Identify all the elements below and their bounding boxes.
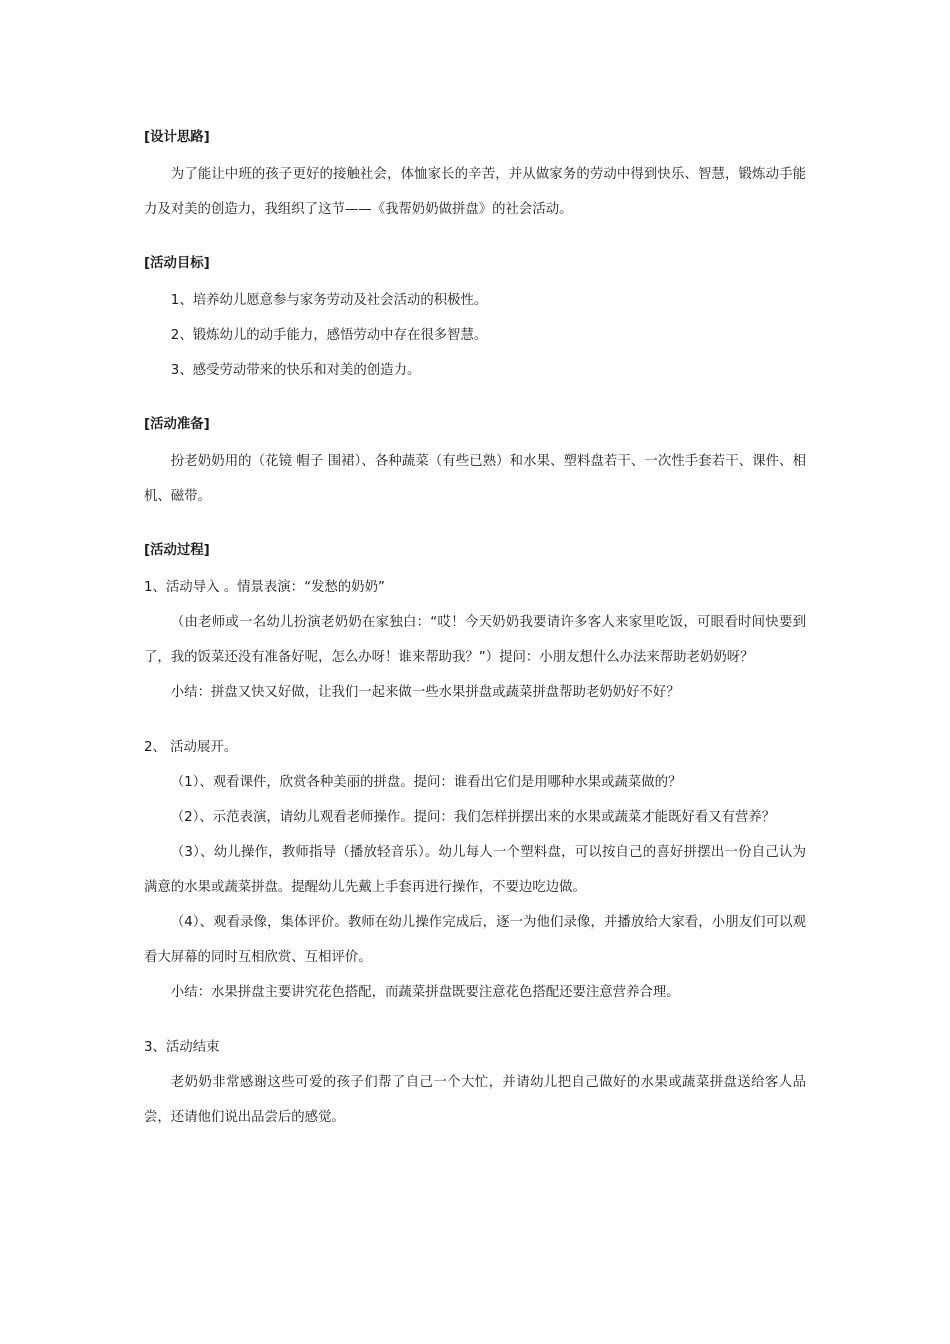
step2-sub-4: （4）、观看录像，集体评价。教师在幼儿操作完成后，逐一为他们录像，并播放给大家看，小朋友们可以观看大屏幕的同时互相欣赏、互相评价。 [144,915,806,965]
step1-summary: 小结：拼盘又快又好做，让我们一起来做一些水果拼盘或蔬菜拼盘帮助老奶奶好不好？ [170,685,680,700]
goals-heading: [活动目标] [144,256,210,271]
step1-paragraph: （由老师或一名幼儿扮演老奶奶在家独白：“哎！今天奶奶我要请许多客人来家里吃饭，可眼看时间快要到了，我的饭菜还没有准备好呢，怎么办呀！谁来帮助我？”）提问：小朋友想什么办法来帮助老奶奶呀？ [144,615,806,665]
design-paragraph: 为了能让中班的孩子更好的接触社会，体恤家长的辛苦，并从做家务的劳动中得到快乐、智慧，锻炼动手能力及对美的创造力，我组织了这节——《我帮奶奶做拼盘》的社会活动。 [144,167,806,217]
step3-title: 3、活动结束 [144,1040,220,1055]
step2-title: 2、 活动展开。 [144,740,238,755]
step2-sub-2: （2）、示范表演，请幼儿观看老师操作。提问：我们怎样拼摆出来的水果或蔬菜才能既好看又有营养？ [170,810,776,825]
goal-item-1: 1、培养幼儿愿意参与家务劳动及社会活动的积极性。 [170,293,488,308]
step2-sub-3: （3）、幼儿操作，教师指导（播放轻音乐）。幼儿每人一个塑料盘，可以按自己的喜好拼摆出一份自己认为满意的水果或蔬菜拼盘。提醒幼儿先戴上手套再进行操作，不要边吃边做。 [144,845,806,895]
goal-item-3: 3、感受劳动带来的快乐和对美的创造力。 [170,363,421,378]
prep-heading: [活动准备] [144,417,210,432]
step3-paragraph: 老奶奶非常感谢这些可爱的孩子们帮了自己一个大忙，并请幼儿把自己做好的水果或蔬菜拼盘送给客人品 尝，还请他们说出品尝后的感觉。 [144,1075,833,1125]
step1-title: 1、活动导入 。情景表演：“发愁的奶奶” [144,580,385,595]
document-page [144,125,833,1135]
step2-sub-1: （1）、观看课件，欣赏各种美丽的拼盘。提问：谁看出它们是用哪种水果或蔬菜做的？ [170,775,682,790]
process-heading: [活动过程] [144,543,210,558]
design-heading: [设计思路] [144,130,210,145]
prep-paragraph: 扮老奶奶用的（花镜 帽子 围裙）、各种蔬菜（有些已熟）和水果、塑料盘若干、一次性手套若干、课件、相机、磁带。 [144,454,806,504]
goal-item-2: 2、锻炼幼儿的动手能力，感悟劳动中存在很多智慧。 [170,328,488,343]
step2-summary: 小结：水果拼盘主要讲究花色搭配，而蔬菜拼盘既要注意花色搭配还要注意营养合理。 [170,985,680,1000]
